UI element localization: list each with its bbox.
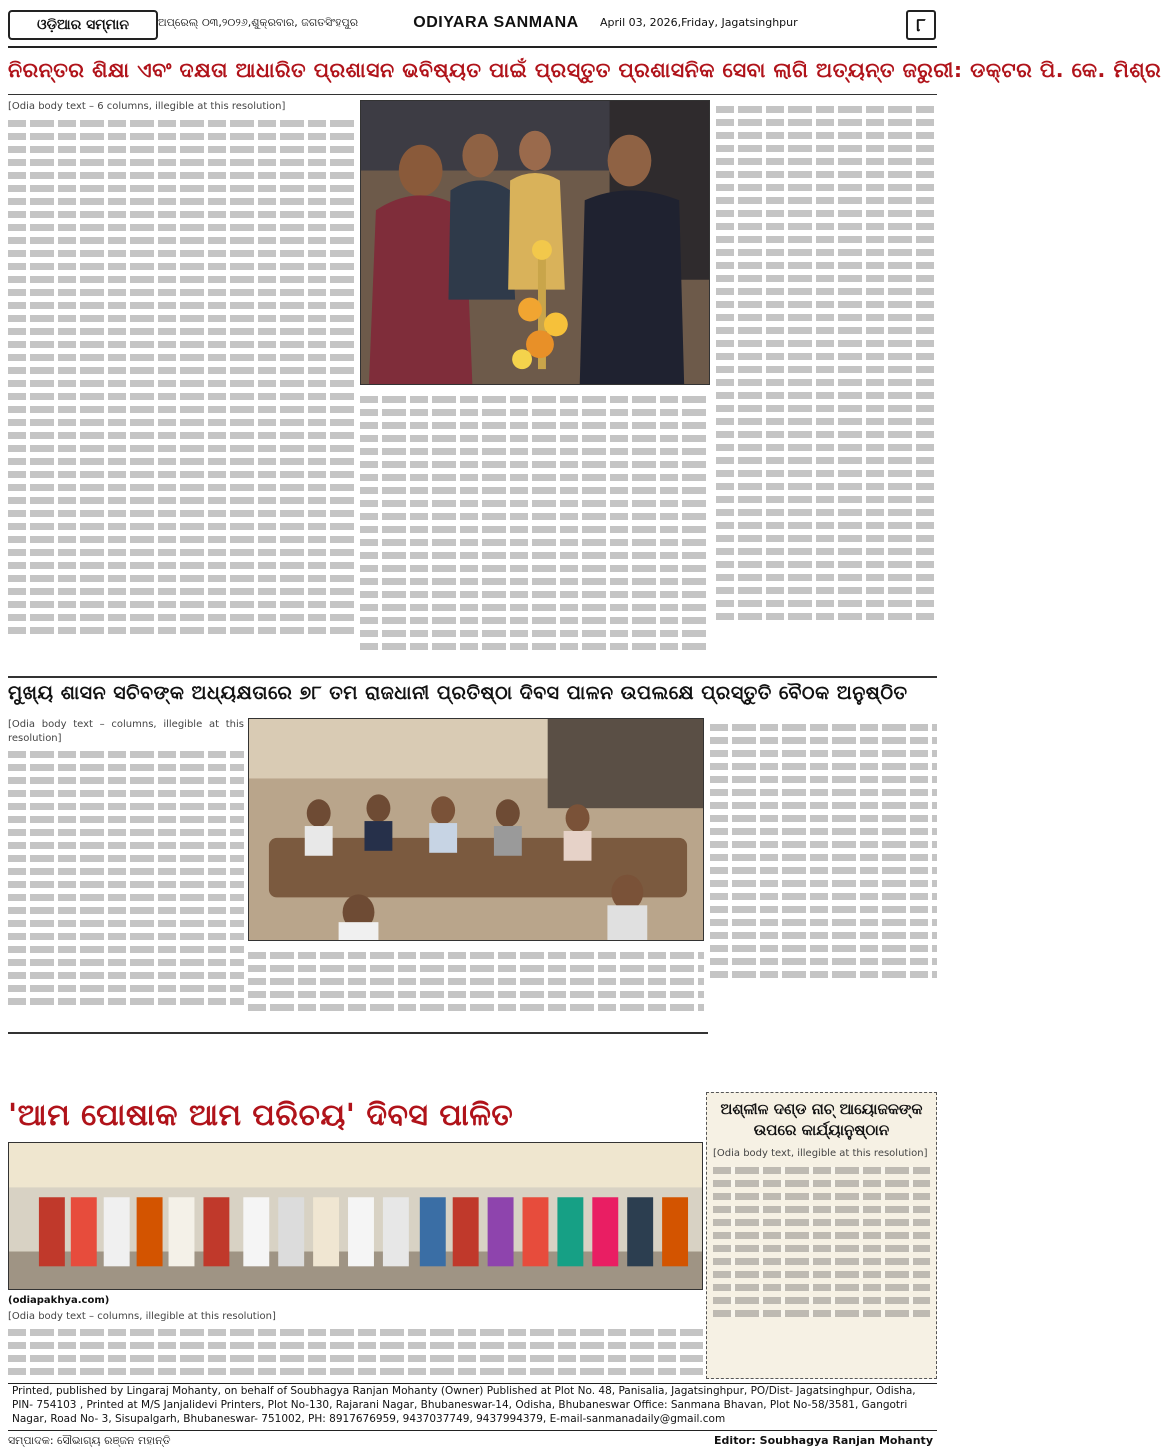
editor-row <box>8 1430 937 1448</box>
dateline-english: April 03, 2026,Friday, Jagatsinghpur <box>600 16 798 29</box>
story3-photo-group <box>8 1142 703 1290</box>
story3-headline: 'ଆମ ପୋଷାକ ଆମ ପରିଚୟ' ଦିବସ ପାଳିତ <box>8 1098 514 1133</box>
story2-columns-note: [Odia body text – columns, illegible at this resolution] <box>8 719 244 744</box>
page-number: ୮ <box>906 10 936 40</box>
story2-body-right <box>710 718 937 1028</box>
story1-columns-note: [Odia body text – 6 columns, illegible at this resolution] <box>8 101 286 112</box>
imprint-text: Printed, published by Lingaraj Mohanty, on behalf of Soubhagya Ranjan Mohanty (Owner) Published at Plot No. 48, Panisalia, Jagatsinghpur, PO/Dist- Jagatsinghpur, Odisha, PIN- 754103 , Printed at M/S Janjalidevi Printers, Plot No-130, Rajarani Nagar, Bhubaneswar-14, Odisha, Bhubaneswar Office: Sanmana Bhavan, Plot No-58/3581, Gangotri Nagar, Road No- 3, Sisupalgarh, Bhubaneswar- 751002, PH: 8917676959, 9437037749, 9437994379, E-mail-sanmanadaily@gmail.com <box>12 1385 916 1425</box>
story1-body-left <box>8 100 354 672</box>
story2-body-left <box>8 718 244 1028</box>
masthead <box>8 4 937 48</box>
divider <box>8 676 937 678</box>
editor-english: Editor: Soubhagya Ranjan Mohanty <box>714 1434 933 1447</box>
story2-headline: ମୁଖ୍ୟ ଶାସନ ସଚିବଙ୍କ ଅଧ୍ୟକ୍ଷତାରେ ୭୮ ତମ ରାଜଧାନୀ ପ୍ରତିଷ୍ଠା ଦିବସ ପାଳନ ଉପଲକ୍ଷେ ପ୍ରସ୍ତୁତି ବୈଠକ ଅନୁଷ୍ଠିତ <box>8 682 908 704</box>
dateline-odia: ଅପ୍ରେଲ୍ ୦୩,୨୦୨୬,ଶୁକ୍ରବାର, ଜଗତସିଂହପୁର <box>158 16 359 29</box>
story3-columns-note: [Odia body text – columns, illegible at this resolution] <box>8 1310 276 1322</box>
story1-photo-lamp-lighting <box>360 100 710 385</box>
divider <box>8 1032 708 1034</box>
sidebar-body-note: [Odia body text, illegible at this resolution] <box>713 1148 928 1159</box>
sidebar-box <box>706 1092 937 1379</box>
paper-name: ODIYARA SANMANA <box>413 14 579 31</box>
sidebar-body <box>707 1145 936 1369</box>
story2-body-middle <box>248 946 704 1028</box>
story3-web-credit: (odiapakhya.com) <box>8 1295 110 1306</box>
footer-imprint <box>8 1383 937 1448</box>
editor-odia: ସମ୍ପାଦକ: ସୌଭାଗ୍ୟ ରଞ୍ଜନ ମହାନ୍ତି <box>8 1434 171 1447</box>
paper-logo: ଓଡ଼ିଆର ସମ୍ମାନ <box>8 10 158 40</box>
story1-body-right <box>716 100 937 672</box>
story3-body <box>8 1294 703 1379</box>
story1-body-middle <box>360 390 710 672</box>
sidebar-title: ଅଶ୍ଳୀଳ ଦଣ୍ଡ ନାଚ୍ ଆୟୋଜକଙ୍କ ଉପରେ କାର୍ଯ୍ୟାନୁଷ୍ଠାନ <box>720 1100 923 1139</box>
story2-photo-meeting <box>248 718 704 941</box>
divider <box>8 94 937 95</box>
story1-headline: ନିରନ୍ତର ଶିକ୍ଷା ଏବଂ ଦକ୍ଷତା ଆଧାରିତ ପ୍ରଶାସନ ଭବିଷ୍ୟତ ପାଇଁ ପ୍ରସ୍ତୁତ ପ୍ରଶାସନିକ ସେବା ଲାଗି ଅତ୍ୟନ୍ତ ଜରୁରୀ: ଡକ୍ଟର ପି. କେ. ମିଶ୍ର <box>8 58 1161 82</box>
